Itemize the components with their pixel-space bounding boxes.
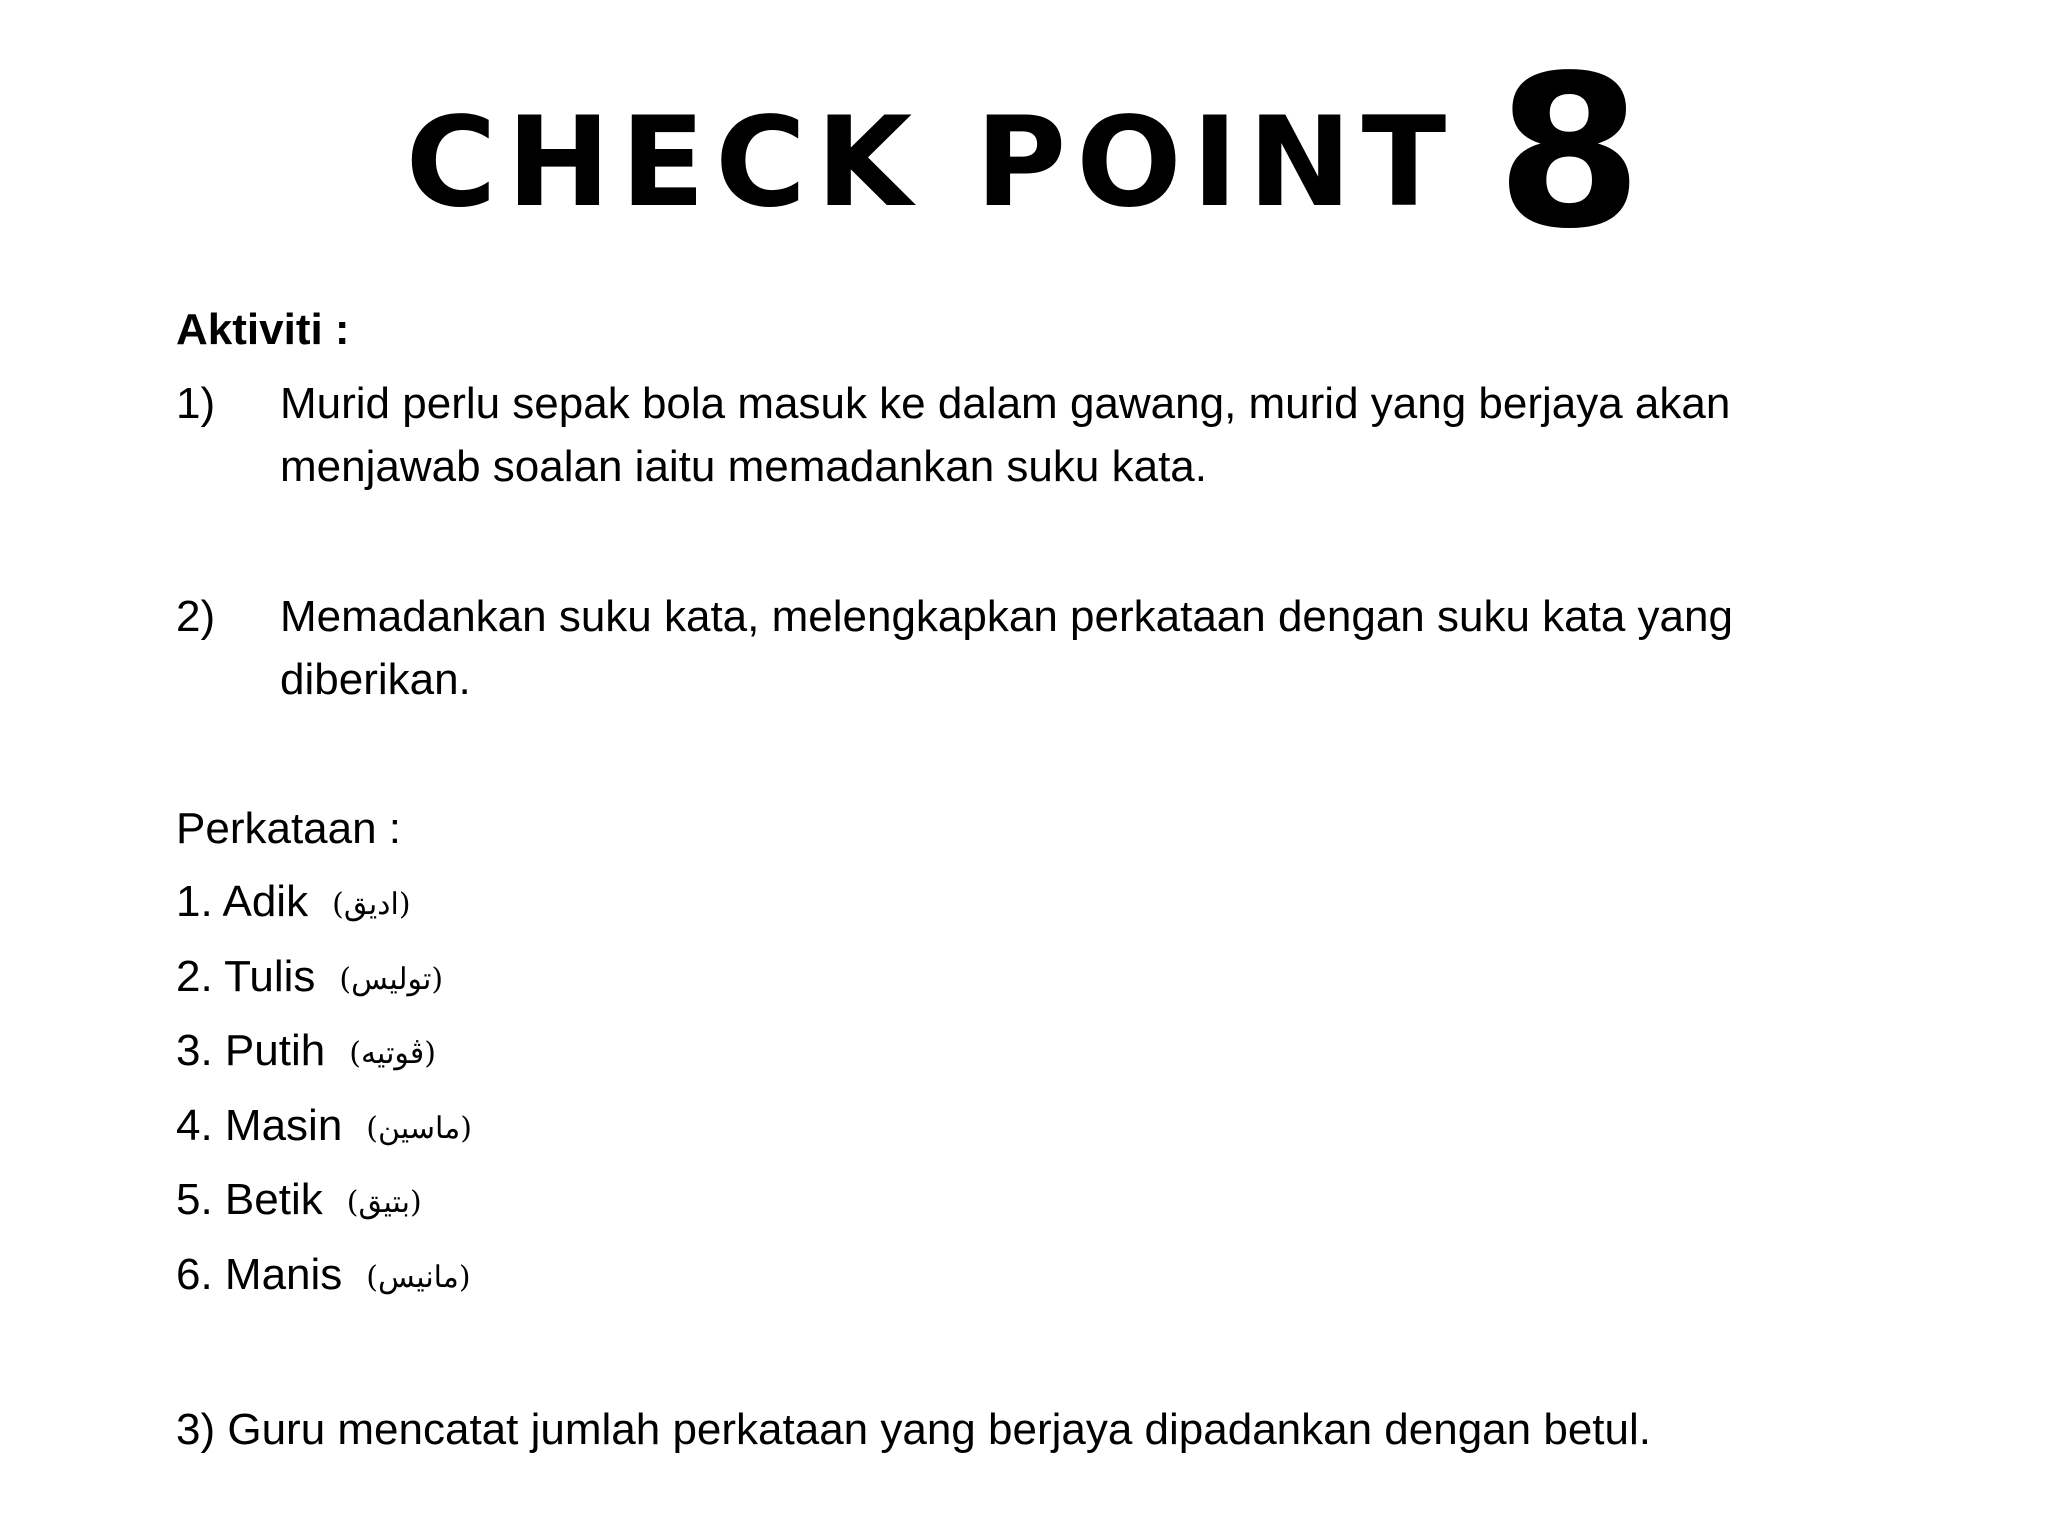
word-jawi-text: ماسين: [378, 1110, 461, 1146]
word-jawi-text: اديق: [343, 887, 399, 922]
word-jawi-text: توليس: [351, 961, 432, 997]
word-jawi: (توليس): [339, 961, 444, 997]
activity-item-2-text: Memadankan suku kata, melengkapkan perkataan dengan suku kata yang diberikan.: [280, 592, 1733, 704]
slide-title: [0, 30, 2048, 275]
activity-heading: Aktiviti :: [176, 305, 350, 354]
word-latin: 4. Masin: [176, 1100, 343, 1150]
title-number: 8: [1496, 30, 1643, 275]
word-item: [176, 1243, 472, 1318]
activity-item-1-text: Murid perlu sepak bola masuk ke dalam gawang, murid yang berjaya akan menjawab soalan iaitu memadankan suku kata.: [280, 379, 1731, 491]
word-latin: 2. Tulis: [176, 951, 316, 1001]
word-latin: 3. Putih: [176, 1026, 326, 1075]
activity-closing: 3) Guru mencatat jumlah perkataan yang berjaya dipadankan dengan betul.: [176, 1405, 1651, 1454]
word-latin: 6. Manis: [176, 1249, 343, 1299]
word-latin: 5. Betik: [176, 1175, 323, 1224]
word-jawi-text: ڤوتيه: [360, 1036, 425, 1071]
word-jawi: (ڤوتيه): [349, 1036, 436, 1071]
word-item: [176, 1168, 472, 1243]
word-jawi: (مانيس): [366, 1259, 471, 1295]
word-jawi-text: مانيس: [378, 1259, 459, 1295]
word-list: [176, 870, 472, 1317]
word-jawi: (اديق): [332, 887, 411, 922]
activity-item-2-marker: 2): [176, 592, 216, 641]
word-item: [176, 1019, 472, 1094]
words-label: Perkataan :: [176, 804, 402, 853]
activity-item-1-marker: 1): [176, 379, 216, 428]
word-item: [176, 1094, 472, 1169]
title-text: CHECK POINT: [405, 91, 1457, 235]
word-jawi-text: بتيق: [358, 1185, 410, 1220]
word-jawi: (بتيق): [346, 1185, 422, 1220]
word-item: [176, 945, 472, 1020]
word-jawi: (ماسين): [366, 1110, 472, 1146]
word-latin: 1. Adik: [176, 877, 309, 926]
word-item: [176, 870, 472, 945]
